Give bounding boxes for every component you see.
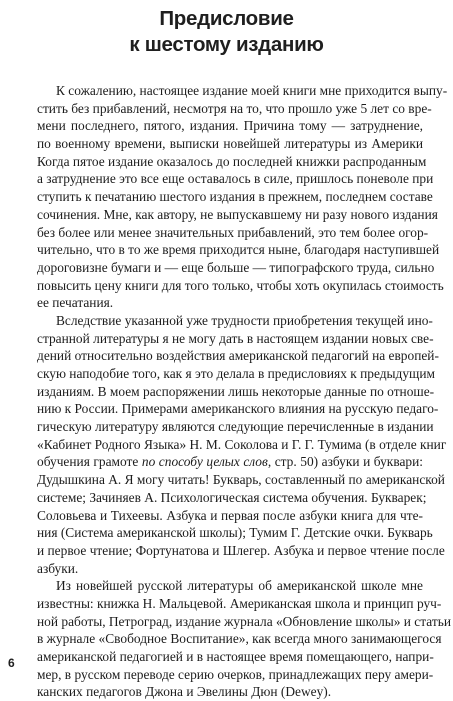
- text-line: и первое чтение; Фортунатова и Шлегер. Азбука и первое чтение после: [37, 542, 445, 558]
- text-line: Когда пятое издание оказалось до последней книжки распроданным: [37, 153, 427, 169]
- text-line: ной работы, Петроград, издание журнала «Обновление школы» и статьи: [37, 613, 451, 629]
- text-line: канских педагогов Джона и Эвелины Дюн (Dewey).: [37, 684, 332, 700]
- text-line: скую наподобие того, как я это делала в предисловиях к предыдущим: [37, 366, 435, 381]
- text-line: «Кабинет Родного Языка» Н. М. Соколова и Г. Г. Тумима (в отделе книг: [37, 436, 447, 452]
- text-line: в журнале «Свободное Воспитание», как всегда много занимающегося: [37, 631, 442, 647]
- text-line: чительно, что в то же время приходится ныне, благодаря наступившей: [37, 242, 440, 258]
- text-line: повысить цену книги для того только, чтобы хоть окупилась стоимость: [37, 277, 444, 293]
- text-line: Из новейшей русской литературы об американской школе мне: [56, 578, 423, 594]
- text-line: а затруднение это все еще оставалось в силе, пришлось поневоле при: [37, 171, 434, 187]
- text-line: изданиям. В моем распоряжении лишь некоторые данные по отноше-: [37, 383, 435, 399]
- text-line: Дудышкина А. Я могу читать! Букварь, составленный по американской: [37, 472, 445, 488]
- text-line: стить без прибавлений, несмотря на то, что прошло уже 5 лет со вре-: [37, 100, 432, 116]
- body-text: [37, 82, 451, 701]
- text-line: без более или менее значительных прибавлений, это тем более огор-: [37, 224, 429, 240]
- text-line: азбуки.: [37, 560, 79, 576]
- text-line: Соловьева и Тихеевы. Азбука и первая после азбуки книга для чте-: [37, 507, 423, 523]
- text-line: системе; Зачиняев А. Психологическая система обучения. Букварек;: [37, 489, 427, 505]
- text-line: ступить к печатанию шестого издания в прежнем, последнем составе: [37, 189, 433, 205]
- chapter-heading: [0, 6, 453, 58]
- text-line: К сожалению, настоящее издание моей книги мне приходится выпу-: [56, 83, 448, 98]
- text-line: ния (Система американской школы); Тумим Г. Детские очки. Букварь: [37, 525, 433, 541]
- text-line: Вследствие указанной уже трудности приобретения текущей ино-: [56, 312, 433, 328]
- paragraph-1: [37, 82, 448, 312]
- page-number: 6: [8, 656, 15, 670]
- text-line: обучения грамоте по способу целых слов, стр. 50) азбуки и буквари:: [37, 454, 423, 470]
- paragraph-3: [37, 577, 451, 701]
- text-line: сочинения. Мне, как автору, не выпускавшему ни разу нового издания: [37, 206, 438, 222]
- text-line: гическую литературу являются следующие перечисленные в издании: [37, 419, 434, 435]
- text-line: странной литературы я не могу дать в настоящем издании новых све-: [37, 330, 434, 346]
- chapter-heading-line-1: Предисловие: [159, 7, 294, 30]
- text-line: по военному времени, выписки новейшей литературы из Америки: [37, 136, 423, 152]
- text-line: ее печатания.: [37, 295, 114, 311]
- paragraph-2: [37, 312, 447, 577]
- text-line: мени последнего, пятого, издания. Причина тому — затруднение,: [37, 118, 423, 134]
- text-line: мер, в русском переводе серию очерков, принадлежащих перу амери-: [37, 666, 434, 682]
- text-line: дороговизне бумаги и — еще больше — типографского труда, сильно: [37, 259, 435, 275]
- chapter-heading-line-2: к шестому изданию: [129, 33, 324, 56]
- text-line: известны: книжка Н. Мальцевой. Американская школа и принцип руч-: [37, 595, 442, 611]
- text-line: дений относительно воздействия американской педагогий на европей-: [37, 348, 439, 364]
- text-line: американской педагогией и в настоящее время помещающего, напри-: [37, 649, 434, 664]
- text-line: нию к России. Примерами американского влияния на русскую педаго-: [37, 401, 439, 417]
